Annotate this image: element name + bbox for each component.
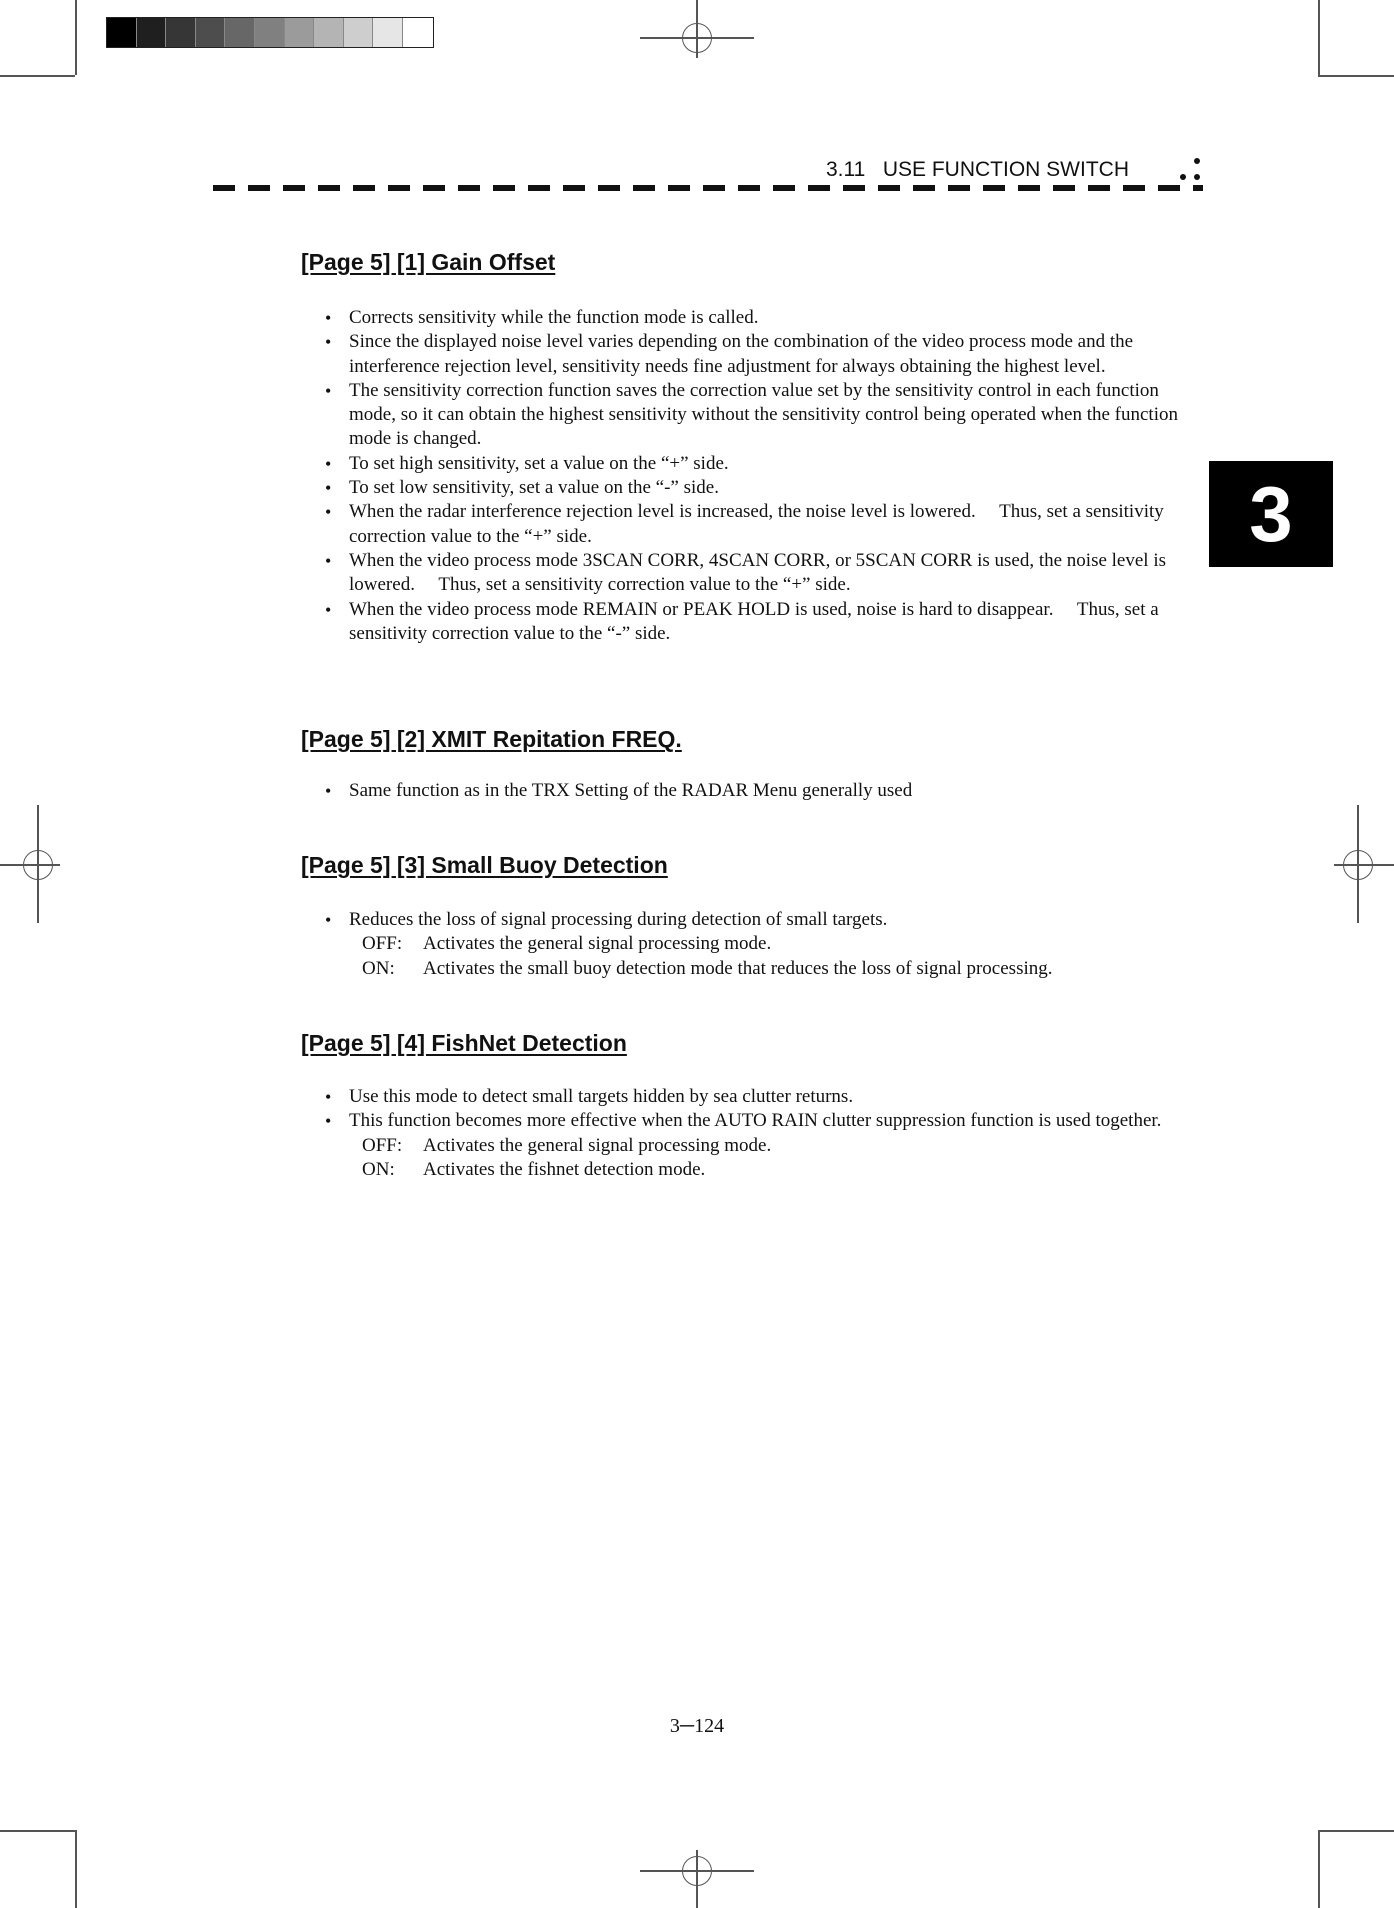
header-dots-ornament (1178, 154, 1204, 184)
section-fishnet-detection (301, 1030, 1191, 1182)
grayscale-swatch (107, 18, 137, 47)
option-key: ON: (362, 957, 395, 979)
grayscale-swatch (344, 18, 374, 47)
option-key: ON: (362, 1158, 395, 1180)
list-item: • Corrects sensitivity while the function mode is called. (301, 306, 1191, 330)
section-xmit-repitation-freq (301, 726, 1191, 803)
page-number: 3─124 (669, 1715, 725, 1737)
option-key: OFF: (362, 1134, 403, 1156)
chapter-number: 3 (1249, 469, 1293, 558)
list-item: • To set low sensitivity, set a value on the “-” side. (301, 476, 1191, 500)
section-heading: [Page 5] [2] XMIT Repitation FREQ. (301, 726, 682, 752)
option-row-on (301, 1158, 1191, 1182)
header-dashed-rule (213, 185, 1203, 191)
bullet-list (301, 908, 1191, 932)
section-heading: [Page 5] [1] Gain Offset (301, 249, 556, 275)
header-section-title: USE FUNCTION SWITCH (882, 158, 1129, 181)
bullet-list (301, 779, 1191, 803)
list-item: • Same function as in the TRX Setting of the RADAR Menu generally used (301, 779, 1191, 803)
option-row-off (301, 932, 1191, 956)
running-header (826, 158, 1129, 182)
list-item: • When the video process mode 3SCAN CORR, 4SCAN CORR, or 5SCAN CORR is used, the noise level is lowered. Thus, set a sensitivity correction value to the “+” side. (301, 549, 1191, 598)
section-small-buoy-detection (301, 852, 1191, 981)
option-desc: Activates the small buoy detection mode that reduces the loss of signal processing. (423, 957, 1053, 979)
list-item: • The sensitivity correction function saves the correction value set by the sensitivity control in each function mode, so it can obtain the highest sensitivity without the sensitivity control being operated when the function mode is changed. (301, 379, 1191, 452)
header-section-number: 3.11 (826, 158, 866, 181)
list-item: • Since the displayed noise level varies depending on the combination of the video process mode and the interference rejection level, sensitivity needs fine adjustment for always obtaining the highest level. (301, 330, 1191, 379)
list-item: • This function becomes more effective when the AUTO RAIN clutter suppression function is used together. (301, 1109, 1191, 1133)
list-item: • Reduces the loss of signal processing during detection of small targets. (301, 908, 1191, 932)
option-list (301, 932, 1191, 981)
grayscale-swatch (403, 18, 433, 47)
grayscale-calibration-bar (106, 17, 434, 48)
chapter-tab (1209, 461, 1333, 567)
option-desc: Activates the general signal processing mode. (423, 1134, 772, 1156)
grayscale-swatch (373, 18, 403, 47)
grayscale-swatch (166, 18, 196, 47)
option-row-off (301, 1134, 1191, 1158)
option-key: OFF: (362, 933, 403, 955)
list-item: • When the radar interference rejection level is increased, the noise level is lowered. Thus, set a sensitivity correction value to the “+” side. (301, 500, 1191, 549)
option-desc: Activates the fishnet detection mode. (423, 1158, 706, 1180)
section-heading: [Page 5] [3] Small Buoy Detection (301, 852, 668, 878)
grayscale-swatch (137, 18, 167, 47)
section-heading: [Page 5] [4] FishNet Detection (301, 1030, 627, 1056)
section-gain-offset (301, 249, 1191, 646)
list-item: • To set high sensitivity, set a value on the “+” side. (301, 452, 1191, 476)
option-list (301, 1134, 1191, 1183)
grayscale-swatch (285, 18, 315, 47)
option-desc: Activates the general signal processing mode. (423, 933, 772, 955)
list-item: • When the video process mode REMAIN or PEAK HOLD is used, noise is hard to disappear. Thus, set a sensitivity correction value to the “-” side. (301, 598, 1191, 647)
list-item: • Use this mode to detect small targets hidden by sea clutter returns. (301, 1085, 1191, 1109)
grayscale-swatch (255, 18, 285, 47)
grayscale-swatch (314, 18, 344, 47)
bullet-list (301, 306, 1191, 646)
grayscale-swatch (225, 18, 255, 47)
bullet-list (301, 1085, 1191, 1134)
grayscale-swatch (196, 18, 226, 47)
option-row-on (301, 957, 1191, 981)
